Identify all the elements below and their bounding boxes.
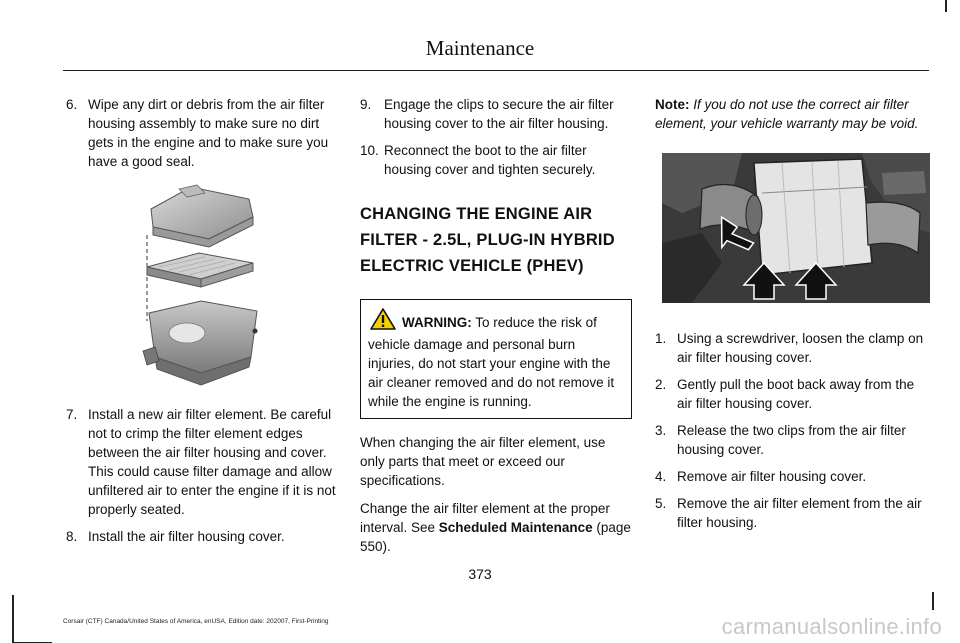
edition-footer: Corsair (CTF) Canada/United States of America, enUSA, Edition date: 202007, First-Printing	[63, 618, 329, 625]
engine-bay-photo	[662, 153, 930, 303]
column-1	[66, 95, 338, 554]
paragraph-interval	[360, 499, 632, 556]
step-text: Wipe any dirt or debris from the air filter housing assembly to make sure no dirt gets in the engine and to make sure you have a good seal.	[88, 97, 329, 169]
crop-mark	[945, 0, 947, 12]
step-8	[66, 527, 338, 546]
step-text: Gently pull the boot back away from the air filter housing cover.	[677, 377, 915, 411]
warning-triangle-icon	[370, 308, 396, 335]
crop-mark	[932, 592, 934, 610]
warning-label: WARNING:	[402, 315, 472, 330]
paragraph-parts: When changing the air filter element, use only parts that meet or exceed our specifications.	[360, 435, 606, 488]
step-number: 8.	[66, 529, 78, 544]
step-number: 4.	[655, 469, 667, 484]
step-number: 10.	[360, 143, 379, 158]
step-10	[360, 141, 632, 179]
watermark: carmanualsonline.info	[721, 614, 942, 639]
step-text: Remove the air filter element from the air filter housing.	[677, 496, 922, 530]
step-text: Install the air filter housing cover.	[88, 529, 285, 544]
page-number: 373	[468, 566, 492, 582]
step-number: 7.	[66, 407, 78, 422]
note-label: Note:	[655, 97, 690, 112]
step-6	[66, 95, 338, 171]
page-reference: (page 550).	[360, 520, 631, 554]
step-9	[360, 95, 632, 133]
step-text: Using a screwdriver, loosen the clamp on air filter housing cover.	[677, 331, 924, 365]
crop-mark	[12, 595, 14, 643]
step-7	[66, 405, 338, 519]
step-1	[655, 329, 930, 367]
column-2	[360, 95, 632, 565]
step-4	[655, 467, 930, 486]
interval-text: Change the air filter element at the proper interval. See	[360, 501, 610, 535]
step-number: 3.	[655, 423, 667, 438]
step-text: Engage the clips to secure the air filter housing cover to the air filter housing.	[384, 97, 614, 131]
warning-text: To reduce the risk of vehicle damage and personal burn injuries, do not start your engine with the air cleaner removed and do not remove it while the engine is running.	[368, 315, 615, 409]
scheduled-maintenance-link[interactable]: Scheduled Maintenance	[438, 520, 593, 535]
step-text: Install a new air filter element. Be careful not to crimp the filter element edges between the air filter housing and cover. This could cause filter damage and allow unfiltered air to enter the engine if it is not properly seated.	[88, 407, 336, 517]
column-3	[655, 95, 930, 540]
warning-box	[360, 299, 632, 419]
note	[655, 95, 930, 133]
step-5	[655, 494, 930, 532]
section-heading: CHANGING THE ENGINE AIR FILTER - 2.5L, PLUG-IN HYBRID ELECTRIC VEHICLE (PHEV)	[360, 205, 615, 275]
step-2	[655, 375, 930, 413]
page-title: Maintenance	[425, 36, 535, 60]
step-number: 5.	[655, 496, 667, 511]
step-number: 9.	[360, 97, 372, 112]
step-number: 1.	[655, 331, 667, 346]
air-filter-exploded-illustration	[139, 181, 261, 393]
step-3	[655, 421, 930, 459]
note-text: If you do not use the correct air filter element, your vehicle warranty may be void.	[655, 97, 919, 131]
step-number: 6.	[66, 97, 78, 112]
header-rule	[63, 70, 929, 71]
step-text: Remove air filter housing cover.	[677, 469, 867, 484]
step-number: 2.	[655, 377, 667, 392]
step-text: Reconnect the boot to the air filter housing cover and tighten securely.	[384, 143, 596, 177]
step-text: Release the two clips from the air filter housing cover.	[677, 423, 906, 457]
